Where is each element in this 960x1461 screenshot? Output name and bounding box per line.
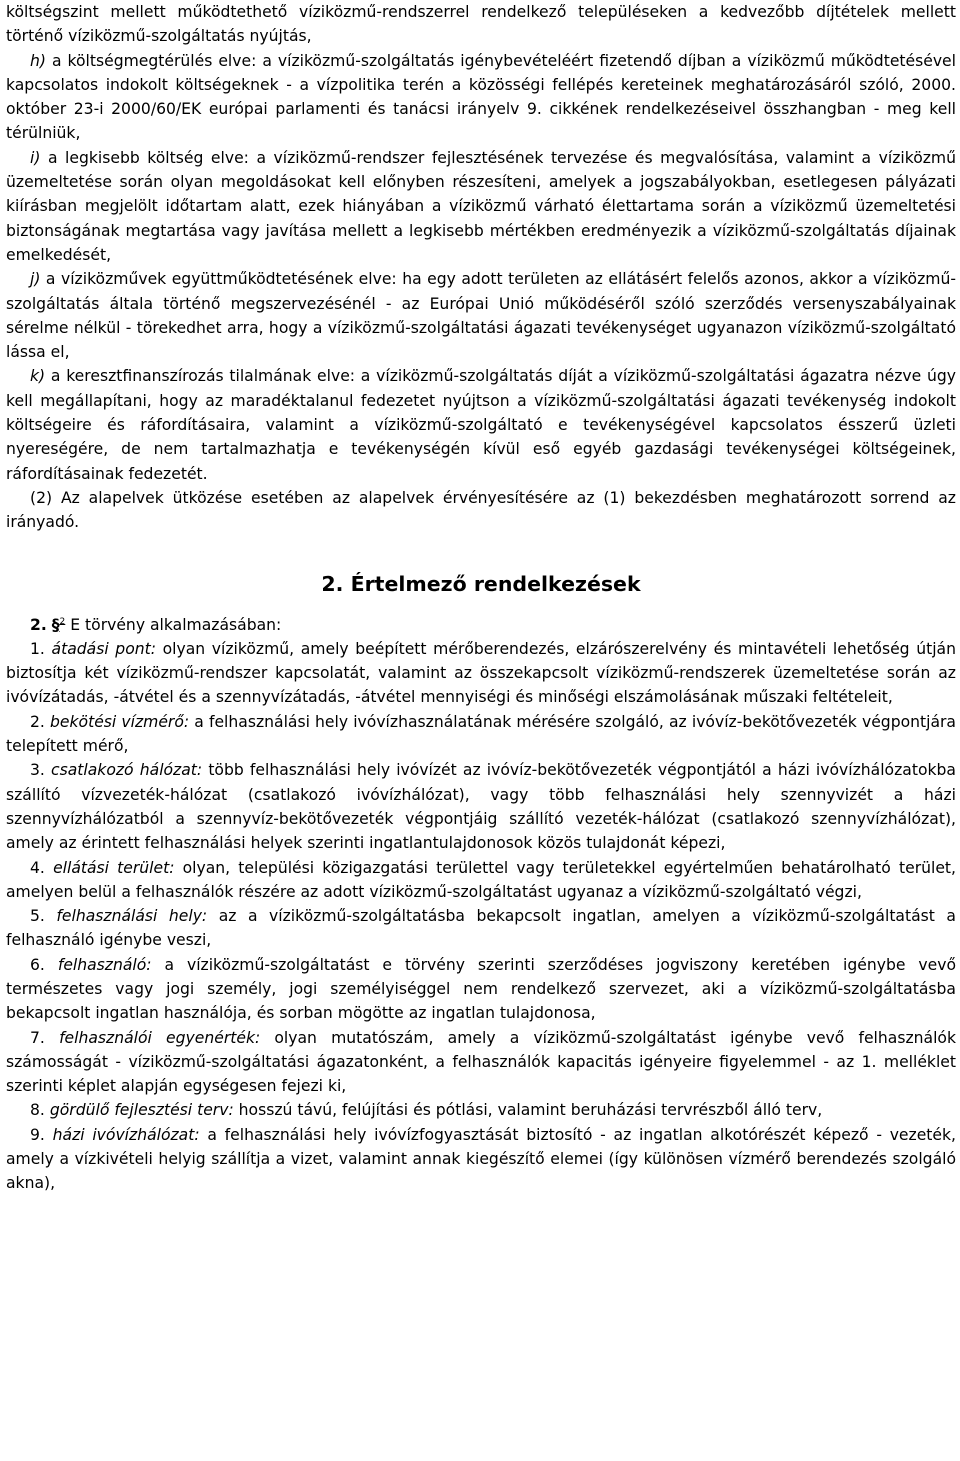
section-number: 2. xyxy=(30,615,47,634)
principle-i-label: i) xyxy=(30,148,41,167)
definition-term: házi ivóvízhálózat: xyxy=(52,1125,200,1144)
definition-term: bekötési vízmérő: xyxy=(50,712,190,731)
definition-1 xyxy=(6,637,956,710)
definition-term: felhasználó: xyxy=(57,955,152,974)
paragraph-g-continuation: költségszint mellett működtethető víziközmű-rendszerrel rendelkező településeken a kedvezőbb díjtételek mellett történő víziközmű-szolgáltatás nyújtás, xyxy=(6,3,956,46)
definition-9 xyxy=(6,1123,956,1196)
definition-text: a felhasználási hely ivóvízfogyasztását biztosító - az ingatlan alkotórészét képező - vezeték, amely a vízkivételi helyig szállítja a vizet, valamint annak kiegészítő elemei (így különösen vízmérő berendezés szolgáló akna), xyxy=(6,1125,956,1193)
definition-term: felhasználói egyenérték: xyxy=(59,1028,261,1047)
definition-text: olyan mutatószám, amely a víziközmű-szolgáltatást igénybe vevő felhasználók számosságát - víziközmű-szolgáltatási ágazatonként, a felhasználók kapacitás igényeire figyelemmel - az 1. melléklet szerinti képlet alapján egységesen fejezi ki, xyxy=(6,1028,956,1096)
definition-number: 6. xyxy=(30,955,45,974)
definition-term: csatlakozó hálózat: xyxy=(51,761,203,780)
definition-8 xyxy=(6,1098,956,1122)
section-title: 2. Értelmező rendelkezések xyxy=(321,571,641,596)
principle-h-label: h) xyxy=(30,51,46,70)
definition-6 xyxy=(6,953,956,1026)
principle-k-label: k) xyxy=(30,367,46,386)
definition-3 xyxy=(6,758,956,855)
principle-i xyxy=(6,146,956,267)
definition-number: 4. xyxy=(30,858,45,877)
definition-text: olyan víziközmű, amely beépített mérőberendezés, elzárószerelvény és mintavételi lehetőség útján biztosítja két víziközmű-rendszer kapcsolatát, valamint az összekapcsolt víziközmű-rendszerek üzemeltetése során az ivóvízátadás, -átvétel és a szennyvízátadás, -átvétel mennyiségi és minőségi elszámolásának műszaki feltételeit, xyxy=(6,639,956,707)
definition-text: a felhasználási hely ivóvízhasználatának mérésére szolgáló, az ivóvíz-bekötővezeték végpontjára telepített mérő, xyxy=(6,712,956,756)
section-symbol: § xyxy=(51,615,60,634)
definition-4 xyxy=(6,856,956,905)
principle-i-text: a legkisebb költség elve: a víziközmű-rendszer fejlesztésének tervezése és megvalósítása, valamint a víziközmű üzemeltetése során olyan megoldásokat kell előnyben részesíteni, amelyek a jogszabályokban, esetlegesen pályázati kiírásban megjelölt időtartam alatt, ezek hiányában a víziközmű várható élettartama során a víziközmű üzemeltetési biztonságának megtartása vagy javítása mellett a legkisebb mértékben eredményezik a víziközmű-szolgáltatás díjainak emelkedését, xyxy=(6,148,956,264)
definition-2 xyxy=(6,710,956,759)
definition-text: az a víziközmű-szolgáltatásba bekapcsolt ingatlan, amelyen a víziközmű-szolgáltatást a felhasználó igénybe veszi, xyxy=(6,907,956,950)
footnote-link[interactable]: 2 xyxy=(59,616,66,627)
definition-text: olyan, települési közigazgatási területtel vagy területekkel egyértelműen behatárolható terület, amelyen belül a felhasználók részére az adott víziközmű-szolgáltatást ugyanaz a víziközmű-szolgáltató végzi, xyxy=(6,858,956,901)
section-lead-text: E törvény alkalmazásában: xyxy=(65,615,282,634)
principle-h-text: a költségmegtérülés elve: a víziközmű-szolgáltatás igénybevételéért fizetendő díjban a víziközmű működtetésével kapcsolatos indokolt költségeknek - a vízpolitika terén a közösségi fellépés kereteinek meghatározásáról szóló, 2000. október 23-i 2000/60/EK európai parlamenti és tanácsi irányelv 9. cikkének rendelkezéseivel összhangban - meg kell térülniük, xyxy=(6,51,956,143)
definition-number: 3. xyxy=(30,761,45,780)
principle-h xyxy=(6,49,956,146)
definition-number: 7. xyxy=(30,1028,45,1047)
definition-number: 9. xyxy=(30,1125,45,1144)
principle-j-text: a víziközművek együttműködtetésének elve: ha egy adott területen az ellátásért felelős azonos, akkor a víziközmű-szolgáltatás általa történő megszervezésénél - az Európai Unió működéséről szóló szerződés versenyszabályainak sérelme nélkül - törekedhet arra, hogy a víziközmű-szolgáltatási ágazati tevékenységet ugyanazon víziközmű-szolgáltató lássa el, xyxy=(6,270,956,362)
principle-k-text: a keresztfinanszírozás tilalmának elve: a víziközmű-szolgáltatás díját a víziközmű-szolgáltatási ágazatra nézve úgy kell megállapítani, hogy az maradéktalanul fedezetet nyújtson a víziközmű-szolgáltatási ágazati tevékenység indokolt költségeire és ráfordításaira, valamint a víziközmű-szolgáltató e tevékenységével kapcsolatos ésszerű üzleti nyereségére, de nem tartalmazhatja e tevékenységén kívül eső egyéb gazdasági tevékenységei költségeinek, ráfordításainak fedezetét. xyxy=(6,367,956,483)
definition-number: 5. xyxy=(30,907,45,926)
section-lead xyxy=(6,613,956,637)
definition-term: ellátási terület: xyxy=(53,858,175,877)
definition-number: 8. xyxy=(30,1101,45,1120)
definition-5 xyxy=(6,904,956,953)
paragraph-2: (2) Az alapelvek ütközése esetében az alapelvek érvényesítésére az (1) bekezdésben meghatározott sorrend az irányadó. xyxy=(6,488,956,532)
definition-number: 2. xyxy=(30,712,45,731)
definition-text: több felhasználási hely ivóvízét az ivóvíz-bekötővezeték végpontjától a házi ivóvízhálózatokba szállító vízvezeték-hálózat (csatlakozó ivóvízhálózat), vagy több felhasználási hely szennyvizét a házi szennyvízhálózatból a szennyvíz-bekötővezeték végpontjáig szállító vezeték-hálózat (csatlakozó szennyvízhálózat), amely az érintett felhasználási helyek szerinti ingatlantulajdonosok közös tulajdonát képezi, xyxy=(6,761,956,853)
definition-text: a víziközmű-szolgáltatást e törvény szerinti szerződéses jogviszony keretében igénybe vevő természetes vagy jogi személy, jogi személyiséggel nem rendelkező szervezet, aki a víziközmű-szolgáltatásba bekapcsolt ingatlan használója, és sorban mögötte az ingatlan tulajdonosa, xyxy=(6,955,956,1023)
definition-term: gördülő fejlesztési terv: xyxy=(49,1101,234,1120)
definition-term: felhasználási hely: xyxy=(56,907,208,926)
principle-j-label: j) xyxy=(30,270,41,289)
definition-text: hosszú távú, felújítási és pótlási, valamint beruházási tervrészből álló terv, xyxy=(233,1101,823,1120)
definition-number: 1. xyxy=(30,639,45,658)
principle-k xyxy=(6,364,956,485)
definition-term: átadási pont: xyxy=(51,639,156,658)
definition-7 xyxy=(6,1026,956,1099)
principle-j xyxy=(6,267,956,364)
